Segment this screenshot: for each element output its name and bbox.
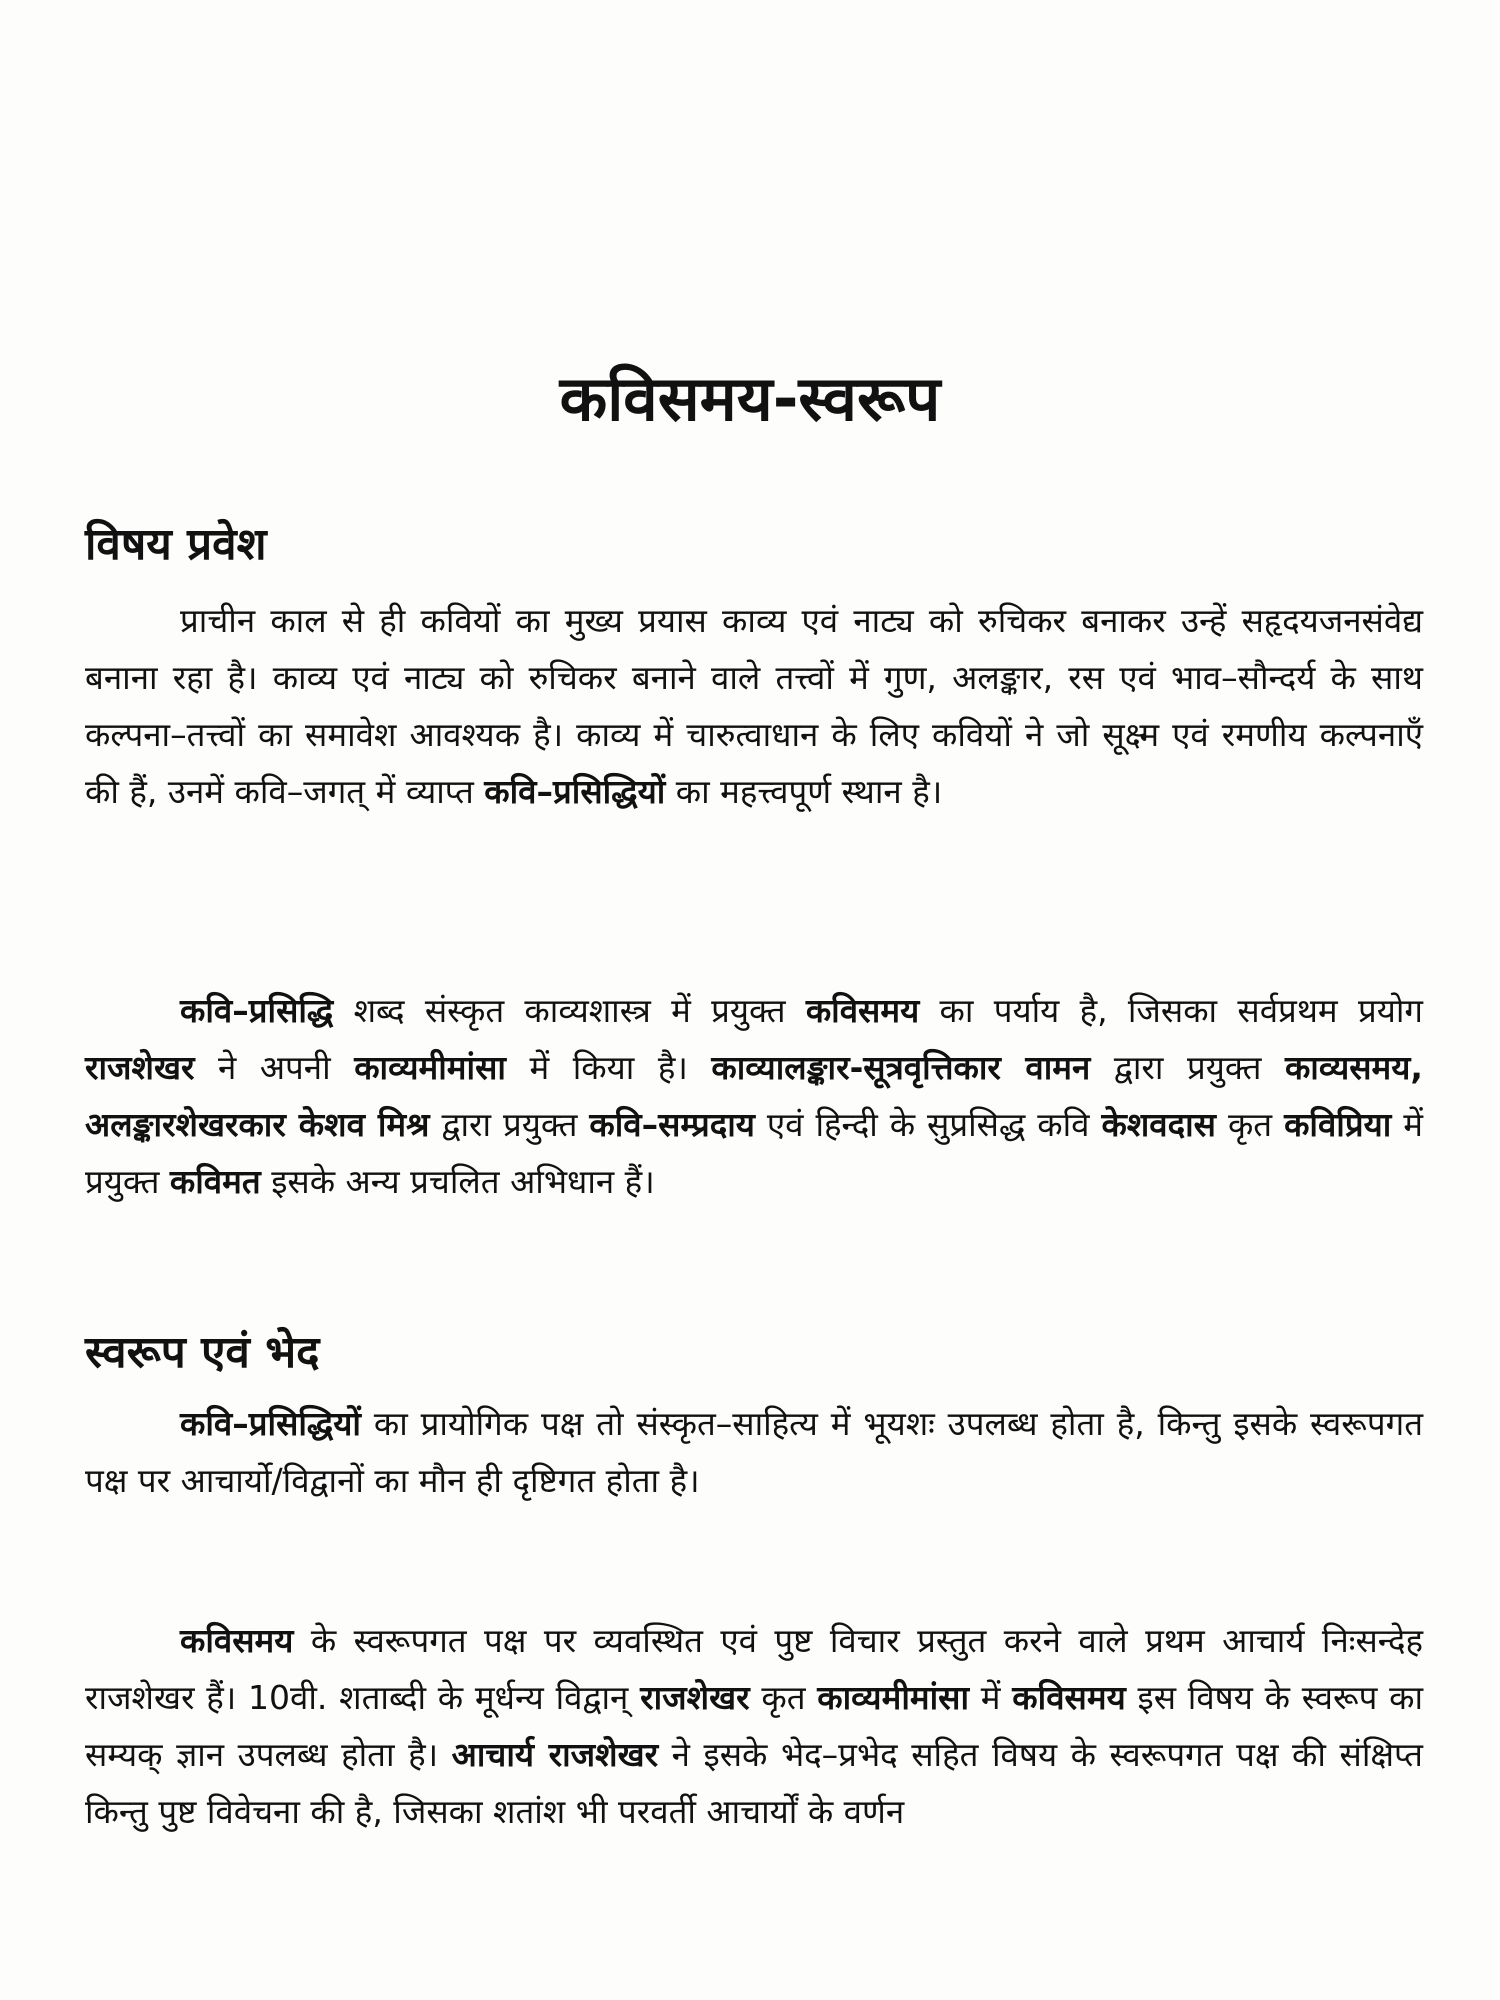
text-run: का पर्याय है, जिसका सर्वप्रथम प्रयोग (919, 991, 1423, 1030)
text-run: ने इसके भेद–प्रभेद सहित विषय के स्वरूपगत पक्ष की संक्षिप्त किन्तु पुष्ट विवेचना की है, जिसका शतांश भी परवर्ती आचार्यों के वर्णन (85, 1735, 1423, 1831)
bold-term: राजशेखर (640, 1678, 750, 1717)
text-run: कृत (1216, 1105, 1285, 1144)
section-heading-svarup-evam-bhed: स्वरूप एवं भेद (85, 1327, 320, 1378)
text-run: इस विषय के स्वरूप का सम्यक् ज्ञान उपलब्ध होता है। (85, 1678, 1423, 1774)
text-run: एवं हिन्दी के सुप्रसिद्ध कवि (754, 1105, 1102, 1144)
bold-term: कवि–प्रसिद्धियों (180, 1404, 361, 1443)
paragraph (85, 982, 1423, 1210)
bold-term: राजशेखर (85, 1048, 195, 1087)
bold-term: आचार्य राजशेखर (451, 1735, 659, 1774)
bold-term: केशवदास (1101, 1105, 1216, 1144)
bold-term: कवि–प्रसिद्धि (180, 991, 334, 1030)
text-run: द्वारा प्रयुक्त (429, 1105, 590, 1144)
text-run: में किया है। (505, 1048, 712, 1087)
text-run: का प्रायोगिक पक्ष तो संस्कृत–साहित्य में भूयशः उपलब्ध होता है, किन्तु इसके स्वरूपगत पक्ष पर आचार्यो/विद्वानों का मौन ही दृष्टिगत होता है। (85, 1404, 1423, 1500)
section-heading-vishay-pravesh: विषय प्रवेश (85, 519, 267, 570)
bold-term: काव्यसमय, अलङ्कारशेखरकार केशव मिश्र (85, 1048, 1423, 1144)
bold-term: काव्यमीमांसा (817, 1678, 970, 1717)
bold-term: काव्यालङ्कार-सूत्रवृत्तिकार वामन (711, 1048, 1091, 1087)
text-run: के स्वरूपगत पक्ष पर व्यवस्थित एवं पुष्ट विचार प्रस्तुत करने वाले प्रथम आचार्य निःसन्देह राजशेखर हैं। 10वी. शताब्दी के मूर्धन्य विद्वान् (85, 1621, 1423, 1717)
paragraph (85, 1612, 1423, 1840)
bold-term: कवि–सम्प्रदाय (589, 1105, 755, 1144)
text-run: में प्रयुक्त (85, 1105, 1423, 1201)
paragraph (85, 592, 1423, 820)
text-run: कृत (749, 1678, 818, 1717)
bold-term: कविप्रिया (1284, 1105, 1392, 1144)
text-run: इसके अन्य प्रचलित अभिधान हैं। (260, 1162, 655, 1201)
bold-term: कविसमय (805, 991, 920, 1030)
text-run: शब्द संस्कृत काव्यशास्त्र में प्रयुक्त (333, 991, 806, 1030)
bold-term: कवि–प्रसिद्धियों (484, 772, 666, 811)
bold-term: काव्यमीमांसा (354, 1048, 506, 1087)
text-run: द्वारा प्रयुक्त (1090, 1048, 1285, 1087)
text-run: प्राचीन काल से ही कवियों का मुख्य प्रयास काव्य एवं नाट्य को रुचिकर बनाकर उन्हें सहृदयजनसंवेद्य बनाना रहा है। काव्य एवं नाट्य को रुचिकर बनाने वाले तत्त्वों में गुण, अलङ्कार, रस एवं भाव–सौन्दर्य के साथ कल्पना–तत्त्वों का समावेश आवश्यक है। काव्य में चारुत्वाधान के लिए कवियों ने जो सूक्ष्म एवं रमणीय कल्पनाएँ की हैं, उनमें कवि–जगत् में व्याप्त (85, 601, 1423, 811)
bold-term: कविसमय (1012, 1678, 1126, 1717)
bold-term: कविसमय (180, 1621, 294, 1660)
text-run: का महत्त्वपूर्ण स्थान है। (665, 772, 943, 811)
text-run: में (969, 1678, 1013, 1717)
bold-term: कविमत (169, 1162, 261, 1201)
text-run: ने अपनी (194, 1048, 355, 1087)
page-title: कविसमय-स्वरूप (559, 362, 941, 435)
paragraph (85, 1395, 1423, 1509)
